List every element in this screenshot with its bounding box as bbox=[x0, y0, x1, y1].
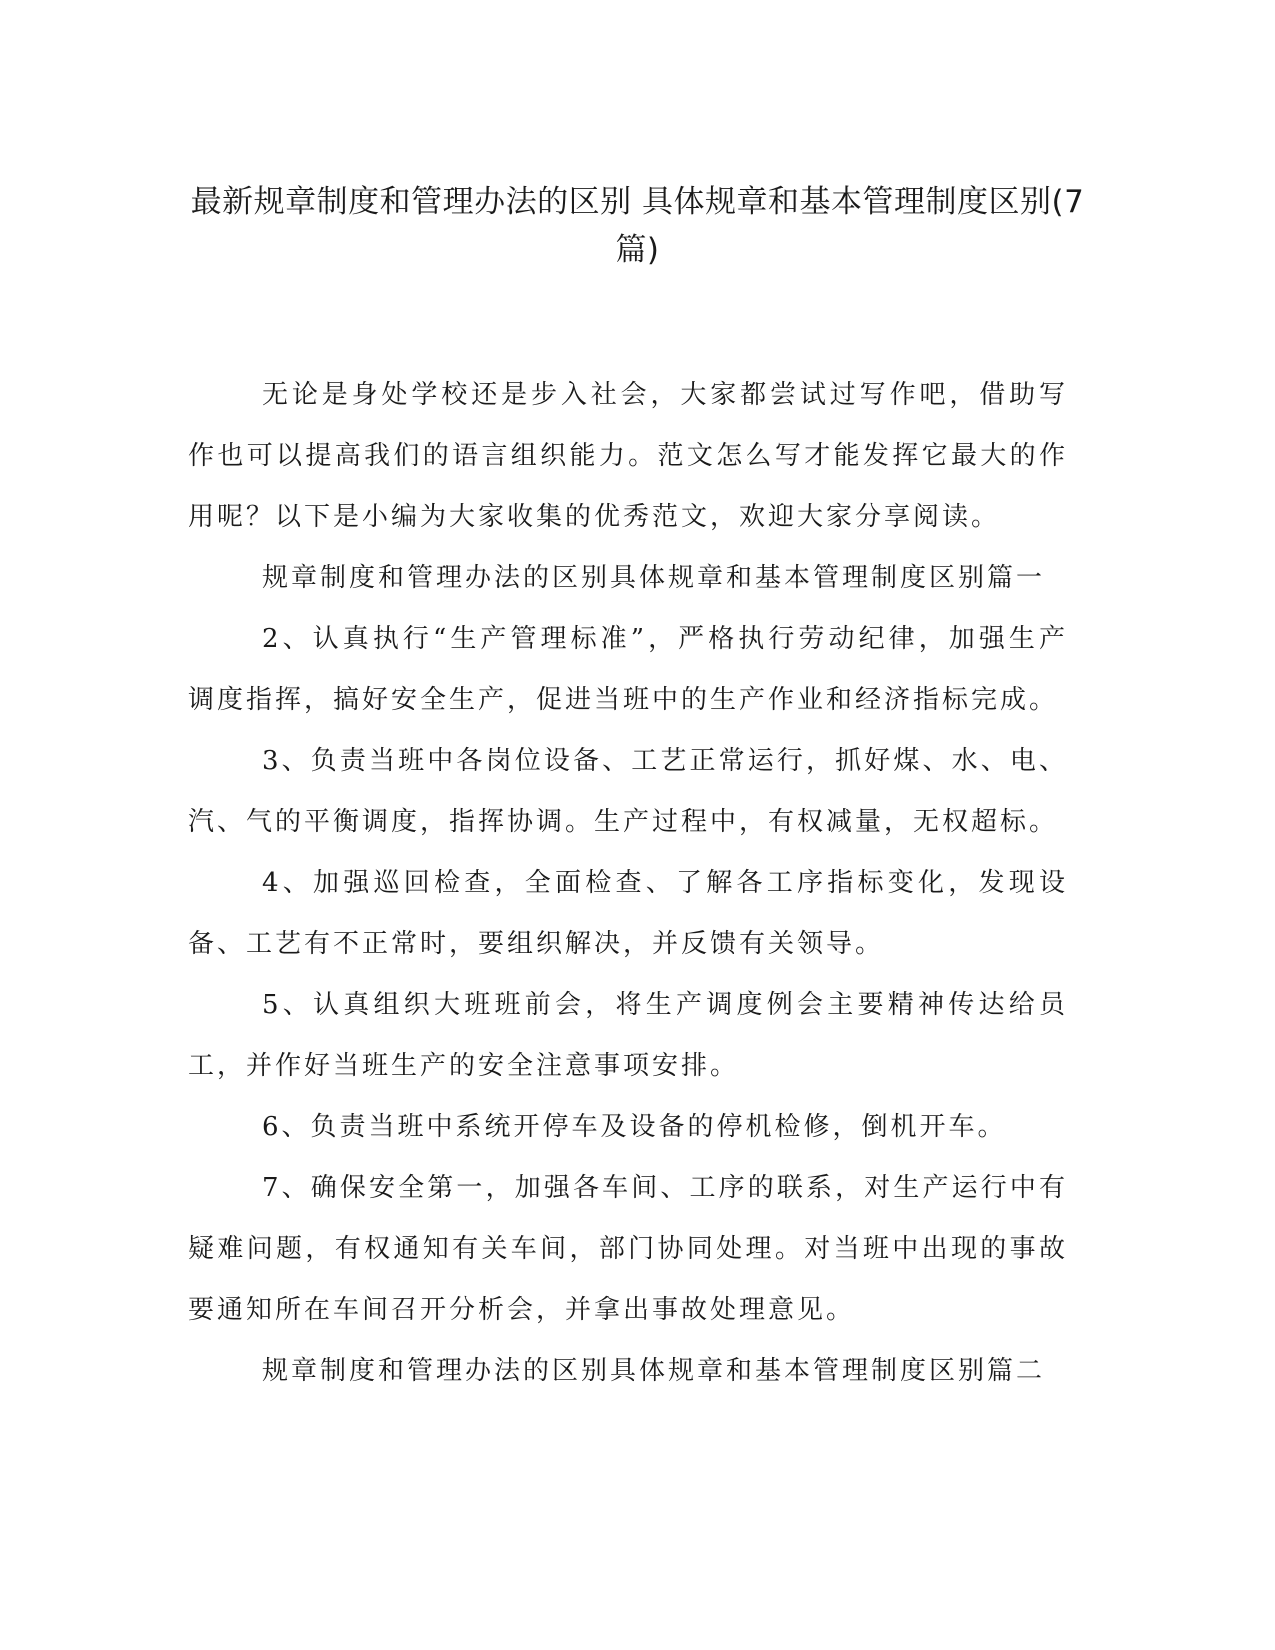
document-body bbox=[188, 365, 1068, 1402]
paragraph-item-3: 3、负责当班中各岗位设备、工艺正常运行，抓好煤、水、电、汽、气的平衡调度，指挥协调。生产过程中，有权减量，无权超标。 bbox=[188, 746, 1068, 837]
paragraph-item-4: 4、加强巡回检查，全面检查、了解各工序指标变化，发现设备、工艺有不正常时，要组织解决，并反馈有关领导。 bbox=[188, 868, 1068, 959]
section-heading-1: 规章制度和管理办法的区别具体规章和基本管理制度区别篇一 bbox=[262, 563, 1046, 593]
paragraph-item-5: 5、认真组织大班班前会，将生产调度例会主要精神传达给员工，并作好当班生产的安全注意事项安排。 bbox=[188, 990, 1068, 1081]
paragraph-item-6: 6、负责当班中系统开停车及设备的停机检修，倒机开车。 bbox=[262, 1112, 1007, 1142]
paragraph-item-7: 7、确保安全第一，加强各车间、工序的联系，对生产运行中有疑难问题，有权通知有关车间，部门协同处理。对当班中出现的事故要通知所在车间召开分析会，并拿出事故处理意见。 bbox=[188, 1173, 1068, 1325]
paragraph-intro: 无论是身处学校还是步入社会，大家都尝试过写作吧，借助写作也可以提高我们的语言组织能力。范文怎么写才能发挥它最大的作用呢？以下是小编为大家收集的优秀范文，欢迎大家分享阅读。 bbox=[188, 380, 1068, 532]
paragraph-item-2: 2、认真执行“生产管理标准”，严格执行劳动纪律，加强生产调度指挥，搞好安全生产，促进当班中的生产作业和经济指标完成。 bbox=[188, 624, 1068, 715]
document-title: 最新规章制度和管理办法的区别 具体规章和基本管理制度区别(7篇) bbox=[190, 184, 1085, 268]
section-heading-2: 规章制度和管理办法的区别具体规章和基本管理制度区别篇二 bbox=[262, 1356, 1046, 1386]
